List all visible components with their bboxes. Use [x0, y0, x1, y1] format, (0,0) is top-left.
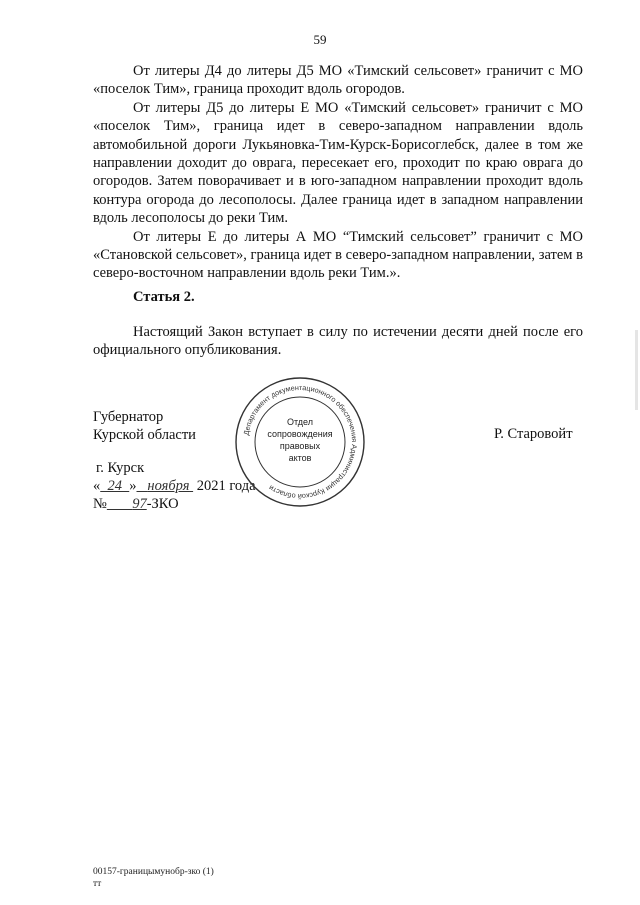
- governor-title-line2: Курской области: [93, 427, 196, 444]
- number-value-underline: [107, 496, 147, 512]
- date-close-quote: »: [129, 478, 137, 494]
- date-day-value: 24: [107, 478, 122, 494]
- paragraph-e-a: От литеры Е до литеры А МО “Тимский сельсовет” граничит с МО «Становской сельсовет», граница идет в северо-западном направлении, затем в северо-восточном направлении вдоль реки Тим.».: [93, 228, 583, 282]
- article-heading: Статья 2.: [133, 289, 195, 305]
- paragraph-d5-e: От литеры Д5 до литеры Е МО «Тимский сельсовет» граничит с МО «поселок Тим», граница идет в северо-западном направлении вдоль автомобильной дороги Лукьяновка-Тим-Курск-Борисоглебск, далее в том же направлении доходит до оврага, пересекает его, проходит по краю оврага до огородов. Затем поворачивает и в юго-западном направлении проходит вдоль контура огорода до лесополосы. Далее граница идет в западном направлении вдоль лесополосы до реки Тим.: [93, 99, 583, 227]
- stamp-ring-text: Департамент документационного обеспечения Администрации Курской области: [241, 382, 360, 502]
- number-value: 97: [132, 496, 147, 512]
- paragraph-d4-d5: От литеры Д4 до литеры Д5 МО «Тимский сельсовет» граничит с МО «поселок Тим», граница проходит вдоль огородов.: [93, 63, 583, 98]
- footer-initials: тт: [93, 879, 102, 889]
- date-open-quote: «: [93, 478, 101, 494]
- stamp-center-line1: Отдел: [286, 417, 314, 427]
- boundary-description: [93, 62, 583, 283]
- stamp-center-line3: правовых: [279, 441, 321, 451]
- governor-name: Р. Старовойт: [494, 426, 573, 442]
- official-stamp: [233, 375, 367, 509]
- governor-title-line1: Губернатор: [93, 409, 164, 425]
- stamp-center-line2: сопровождения: [267, 429, 333, 439]
- footer-file-info: [93, 866, 214, 890]
- signing-date: [93, 478, 256, 495]
- footer-file-code: 00157-границымунобр-зко (1): [93, 867, 214, 877]
- date-day: [100, 478, 129, 494]
- number-prefix: №: [93, 496, 107, 512]
- stamp-center-line4: актов: [288, 453, 312, 463]
- enactment-paragraph: Настоящий Закон вступает в силу по истечении десяти дней после его официального опубликования.: [93, 324, 583, 359]
- enactment-clause: [93, 323, 583, 360]
- law-number: [93, 496, 179, 513]
- date-year: 2021 года: [196, 478, 256, 494]
- scan-edge-mark: [635, 330, 638, 410]
- number-suffix: -ЗКО: [146, 496, 179, 512]
- date-month-value: ноября: [147, 478, 190, 494]
- governor-title: [93, 408, 196, 445]
- signing-place: г. Курск: [96, 460, 145, 476]
- date-month: [137, 478, 194, 494]
- page-number: 59: [313, 32, 327, 47]
